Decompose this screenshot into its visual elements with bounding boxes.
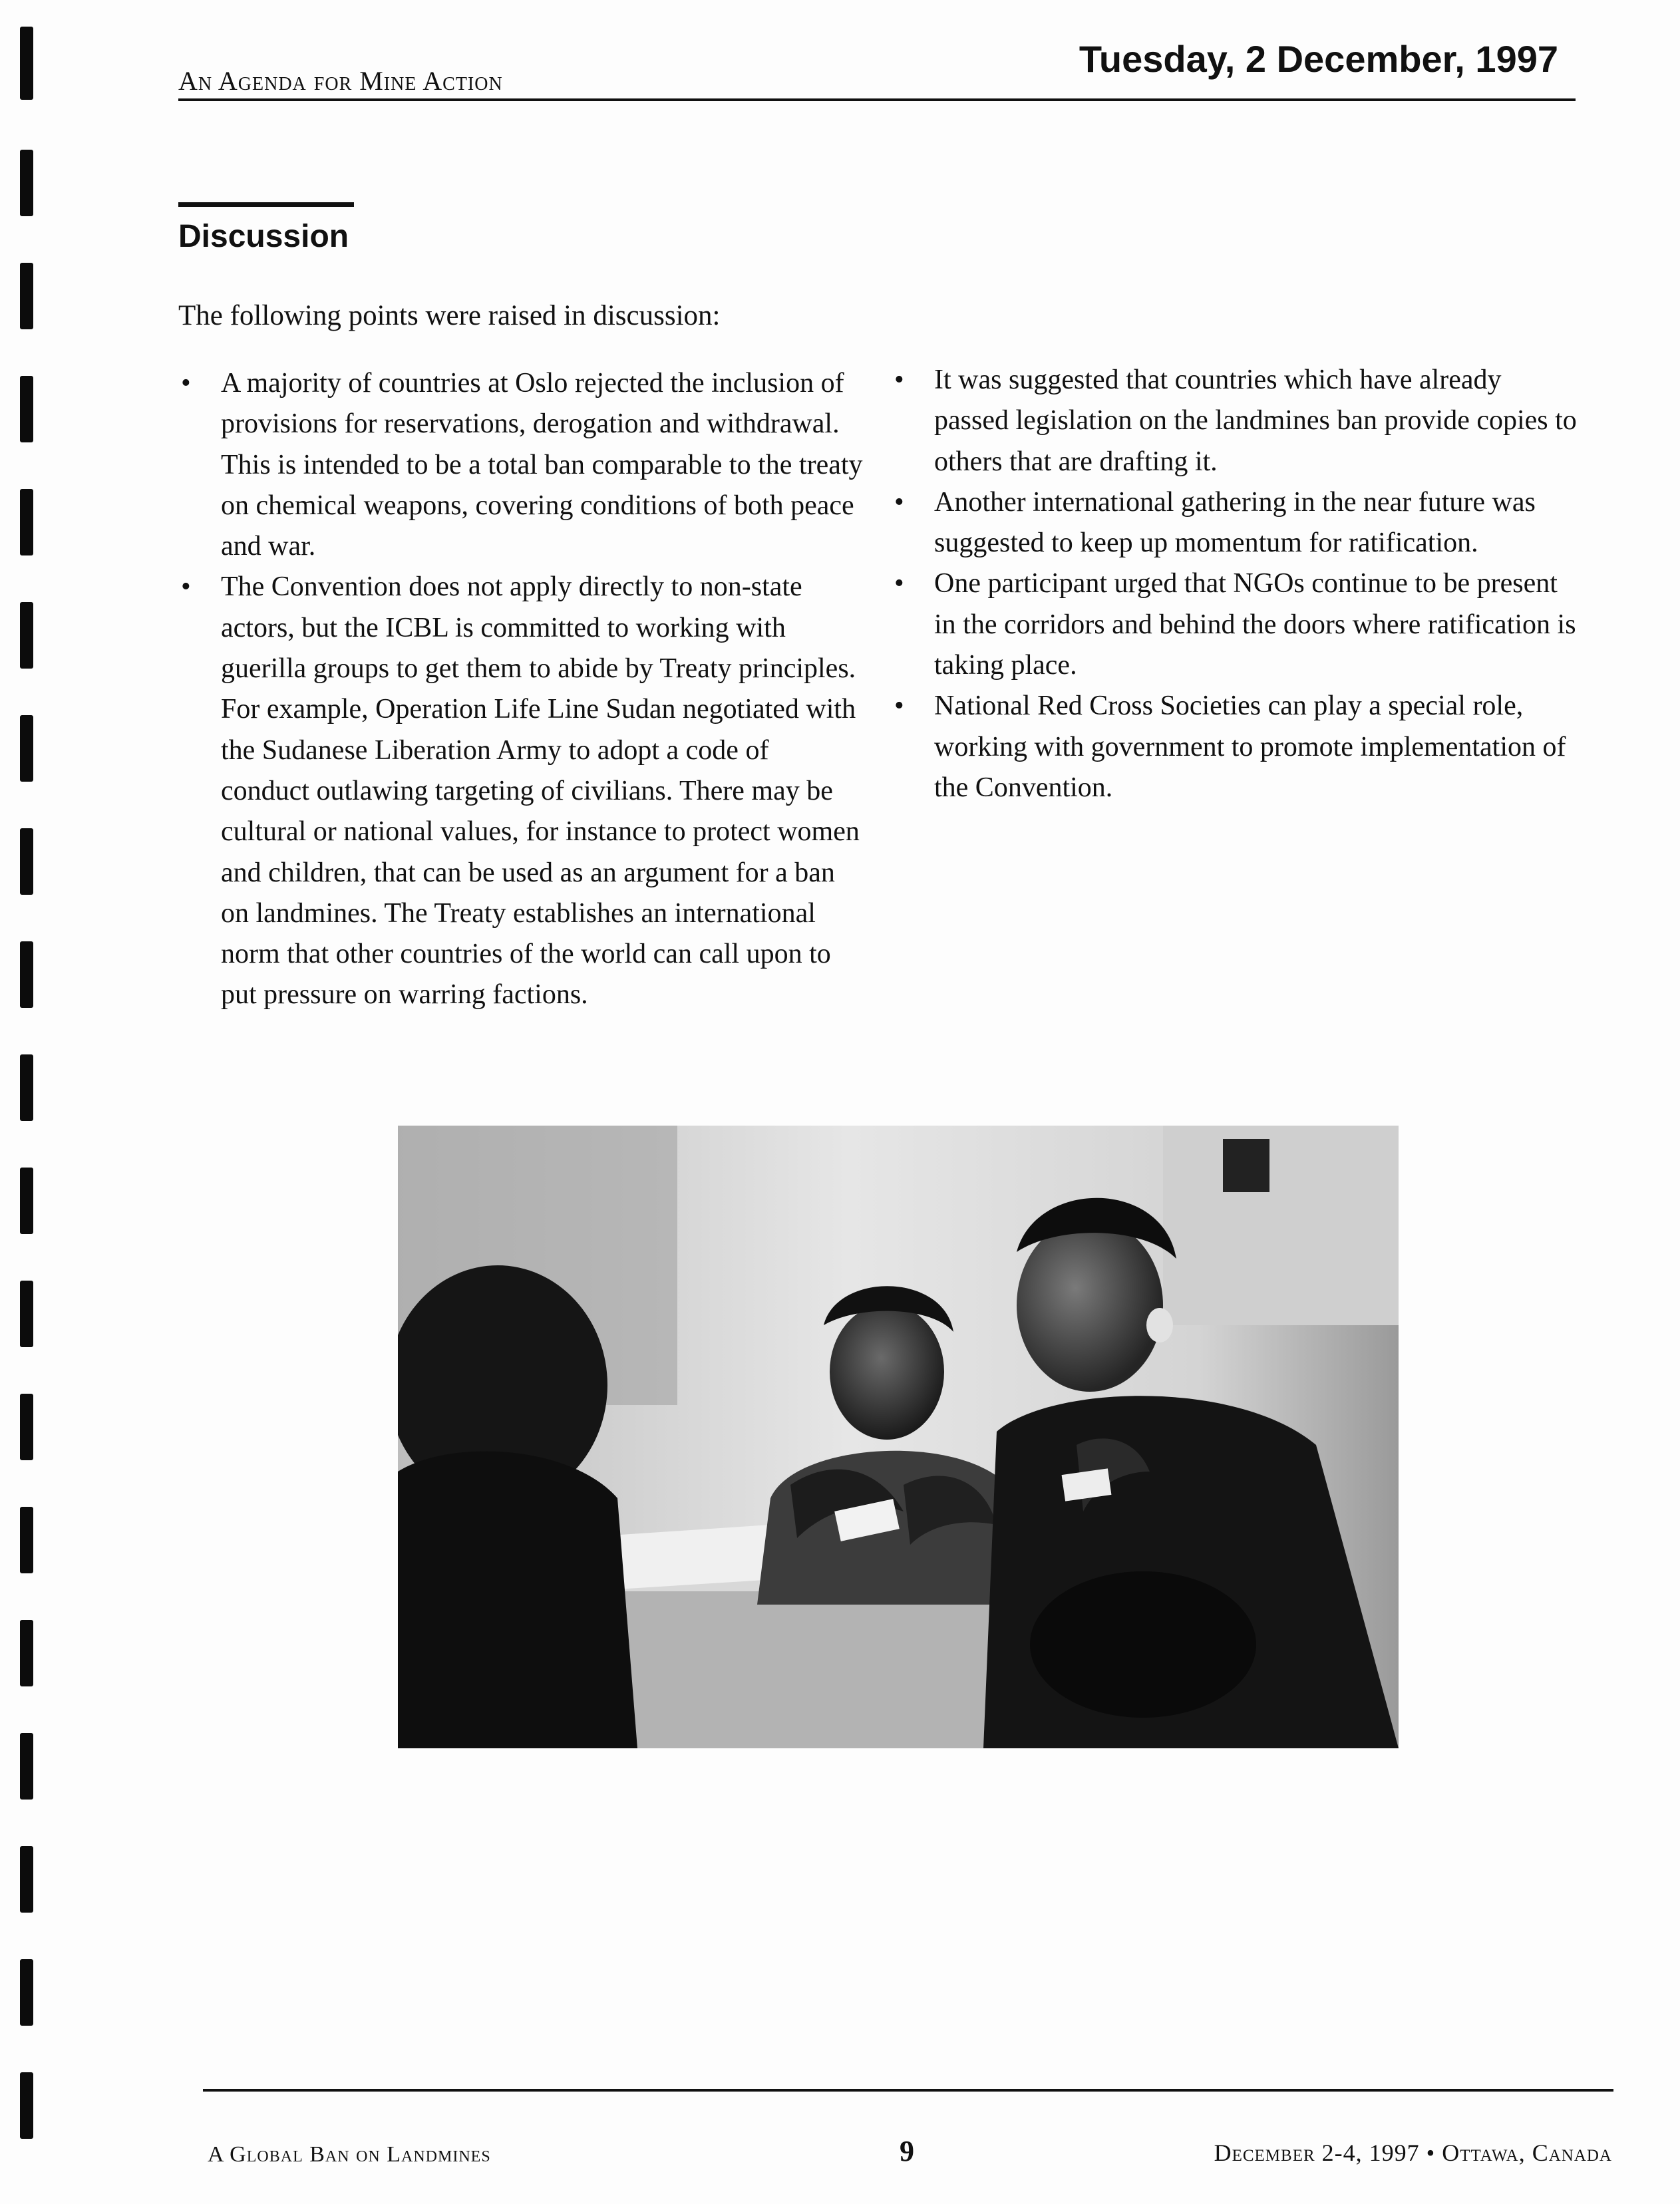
- photo-illustration: [398, 1126, 1399, 1748]
- binding-mark: [20, 828, 33, 895]
- binding-mark: [20, 376, 33, 442]
- list-item-text: The Convention does not apply directly to non-state actors, but the ICBL is committed to working with guerilla groups to get them to abide by Treaty principles. For example, Operation Life Line Sudan negotiated with the Sudanese Liberation Army to adopt a code of conduct outlawing targeting of civilians. There may be cultural or national values, for instance to protect women and children, that can be used as an argument for a ban on landmines. The Treaty establishes an international norm that other countries of the world can call upon to put pressure on warring factions.: [221, 571, 860, 1011]
- binding-mark: [20, 715, 33, 782]
- list-item: [892, 482, 1577, 564]
- right-column-list: [892, 360, 1577, 808]
- binding-mark: [20, 1846, 33, 1913]
- bullet-icon: •: [894, 486, 904, 518]
- section-title: Discussion: [178, 219, 349, 254]
- list-item: [178, 363, 864, 567]
- binding-mark: [20, 150, 33, 216]
- binding-mark: [20, 1054, 33, 1121]
- header-rule: [178, 98, 1576, 101]
- list-item-text: Another international gathering in the near future was suggested to keep up momentum for ratification.: [934, 486, 1536, 559]
- binding-mark: [20, 1733, 33, 1800]
- binding-mark: [20, 1959, 33, 2026]
- binding-mark: [20, 1507, 33, 1573]
- footer-rule: [203, 2089, 1613, 2092]
- list-item-text: A majority of countries at Oslo rejected the inclusion of provisions for reservations, derogation and withdrawal. This is intended to be a total ban comparable to the treaty on chemical weapons, covering conditions of both peace and war.: [221, 368, 863, 562]
- section-bar: [178, 202, 354, 207]
- footer-event-info: December 2-4, 1997 • Ottawa, Canada: [1214, 2139, 1612, 2166]
- list-item-text: It was suggested that countries which have already passed legislation on the landmines ban provide copies to others that are drafting it.: [934, 365, 1577, 477]
- binding-mark: [20, 1168, 33, 1234]
- footer-title: A Global Ban on Landmines: [208, 2142, 491, 2167]
- bullet-icon: •: [894, 365, 904, 395]
- bullet-icon: •: [894, 568, 904, 599]
- running-header-title: An Agenda for Mine Action: [178, 66, 503, 96]
- page-number: 9: [900, 2135, 914, 2167]
- list-item: [892, 563, 1577, 686]
- left-column-list: [178, 363, 864, 1016]
- binding-mark: [20, 602, 33, 669]
- bullet-icon: •: [894, 691, 904, 722]
- binding-mark: [20, 2072, 33, 2139]
- binding-mark: [20, 1281, 33, 1347]
- binding-mark: [20, 263, 33, 329]
- list-item: [892, 360, 1577, 482]
- list-item: [892, 686, 1577, 808]
- list-item: [178, 567, 864, 1015]
- bullet-icon: •: [181, 368, 191, 398]
- running-header-date: Tuesday, 2 December, 1997: [1079, 38, 1558, 80]
- binding-mark: [20, 489, 33, 555]
- binding-mark: [20, 1394, 33, 1460]
- binding-mark: [20, 27, 33, 100]
- section-intro: The following points were raised in discussion:: [178, 300, 721, 331]
- binding-mark: [20, 1620, 33, 1686]
- list-item-text: One participant urged that NGOs continue to be present in the corridors and behind the doors where ratification is taking place.: [934, 568, 1576, 681]
- list-item-text: National Red Cross Societies can play a special role, working with government to promote implementation of the Convention.: [934, 691, 1566, 803]
- bullet-icon: •: [181, 571, 191, 603]
- binding-mark: [20, 941, 33, 1008]
- meeting-photo: [398, 1126, 1399, 1748]
